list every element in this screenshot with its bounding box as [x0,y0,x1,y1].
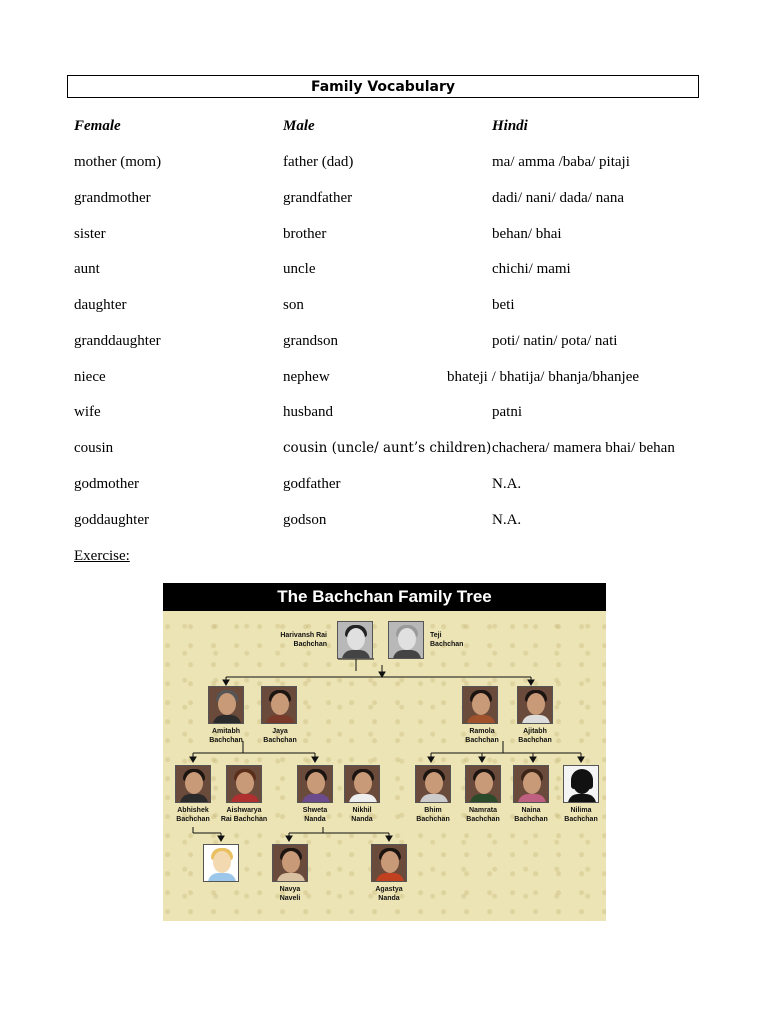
name-harivansh: Harivansh Rai Bachchan [280,632,327,648]
row-hindi: ma/ amma /baba/ pitaji [492,154,630,170]
row-male: grandson [283,333,338,349]
name-agastya: Agastya Nanda [375,886,403,902]
row-female: granddaughter [74,333,161,349]
row-female: grandmother [74,190,151,206]
header-female: Female [74,118,121,134]
photo-baby-placeholder [203,844,239,882]
row-female: godmother [74,476,139,492]
row-female: aunt [74,261,100,277]
photo-navya [272,844,308,882]
photo-shweta [297,765,333,803]
name-jaya: Jaya Bachchan [263,728,297,744]
row-hindi: poti/ natin/ pota/ nati [492,333,618,349]
row-male: nephew [283,369,330,385]
name-ajitabh: Ajitabh Bachchan [518,728,552,744]
photo-teji [388,621,424,659]
photo-harivansh [337,621,373,659]
photo-bhim [415,765,451,803]
photo-amitabh [208,686,244,724]
row-female: niece [74,369,106,385]
row-hindi: N.A. [492,476,522,492]
header-male: Male [283,118,315,134]
row-hindi: chachera/ mamera bhai/ behan [492,440,675,456]
row-male: grandfather [283,190,353,206]
exercise-label: Exercise: [74,548,130,564]
row-male: cousin (uncle/ aunt’s children) [283,440,492,456]
name-aishwarya: Aishwarya Rai Bachchan [220,807,268,823]
name-teji: Teji Bachchan [430,632,464,648]
row-hindi: patni [492,404,522,420]
row-hindi: N.A. [492,512,522,528]
row-male: husband [283,404,333,420]
photo-naina [513,765,549,803]
name-nikhil: Nikhil Nanda [351,807,373,823]
photo-aishwarya [226,765,262,803]
row-female: sister [74,226,106,242]
photo-nikhil [344,765,380,803]
photo-abhishek [175,765,211,803]
photo-agastya [371,844,407,882]
photo-jaya [261,686,297,724]
photo-namrata [465,765,501,803]
row-hindi: chichi/ mami [492,261,571,277]
family-tree-image [163,583,606,921]
name-amitabh: Amitabh Bachchan [209,728,243,744]
name-navya: Navya Naveli [279,886,301,902]
photo-ajitabh [517,686,553,724]
name-namrata: Namrata Bachchan [466,807,500,823]
row-female: cousin [74,440,114,456]
name-bhim: Bhim Bachchan [416,807,450,823]
name-abhishek: Abhishek Bachchan [176,807,210,823]
family-tree-title: The Bachchan Family Tree [163,583,606,611]
row-female: goddaughter [74,512,149,528]
photo-nilima [563,765,599,803]
name-shweta: Shweta Nanda [302,807,328,823]
row-male: godfather [283,476,341,492]
vocabulary-title: Family Vocabulary [67,75,699,98]
row-hindi: dadi/ nani/ dada/ nana [492,190,625,206]
row-female: daughter [74,297,127,313]
row-hindi: behan/ bhai [492,226,562,242]
name-nilima: Nilima Bachchan [564,807,598,823]
row-female: wife [74,404,101,420]
name-naina: Naina Bachchan [514,807,548,823]
header-hindi: Hindi [492,118,528,134]
row-hindi: beti [492,297,515,313]
row-male: uncle [283,261,316,277]
row-hindi: bhateji / bhatija/ bhanja/bhanjee [447,369,640,385]
row-male: father (dad) [283,154,354,170]
photo-ramola [462,686,498,724]
row-male: son [283,297,304,313]
row-male: brother [283,226,327,242]
name-ramola: Ramola Bachchan [465,728,499,744]
row-female: mother (mom) [74,154,162,170]
row-male: godson [283,512,327,528]
